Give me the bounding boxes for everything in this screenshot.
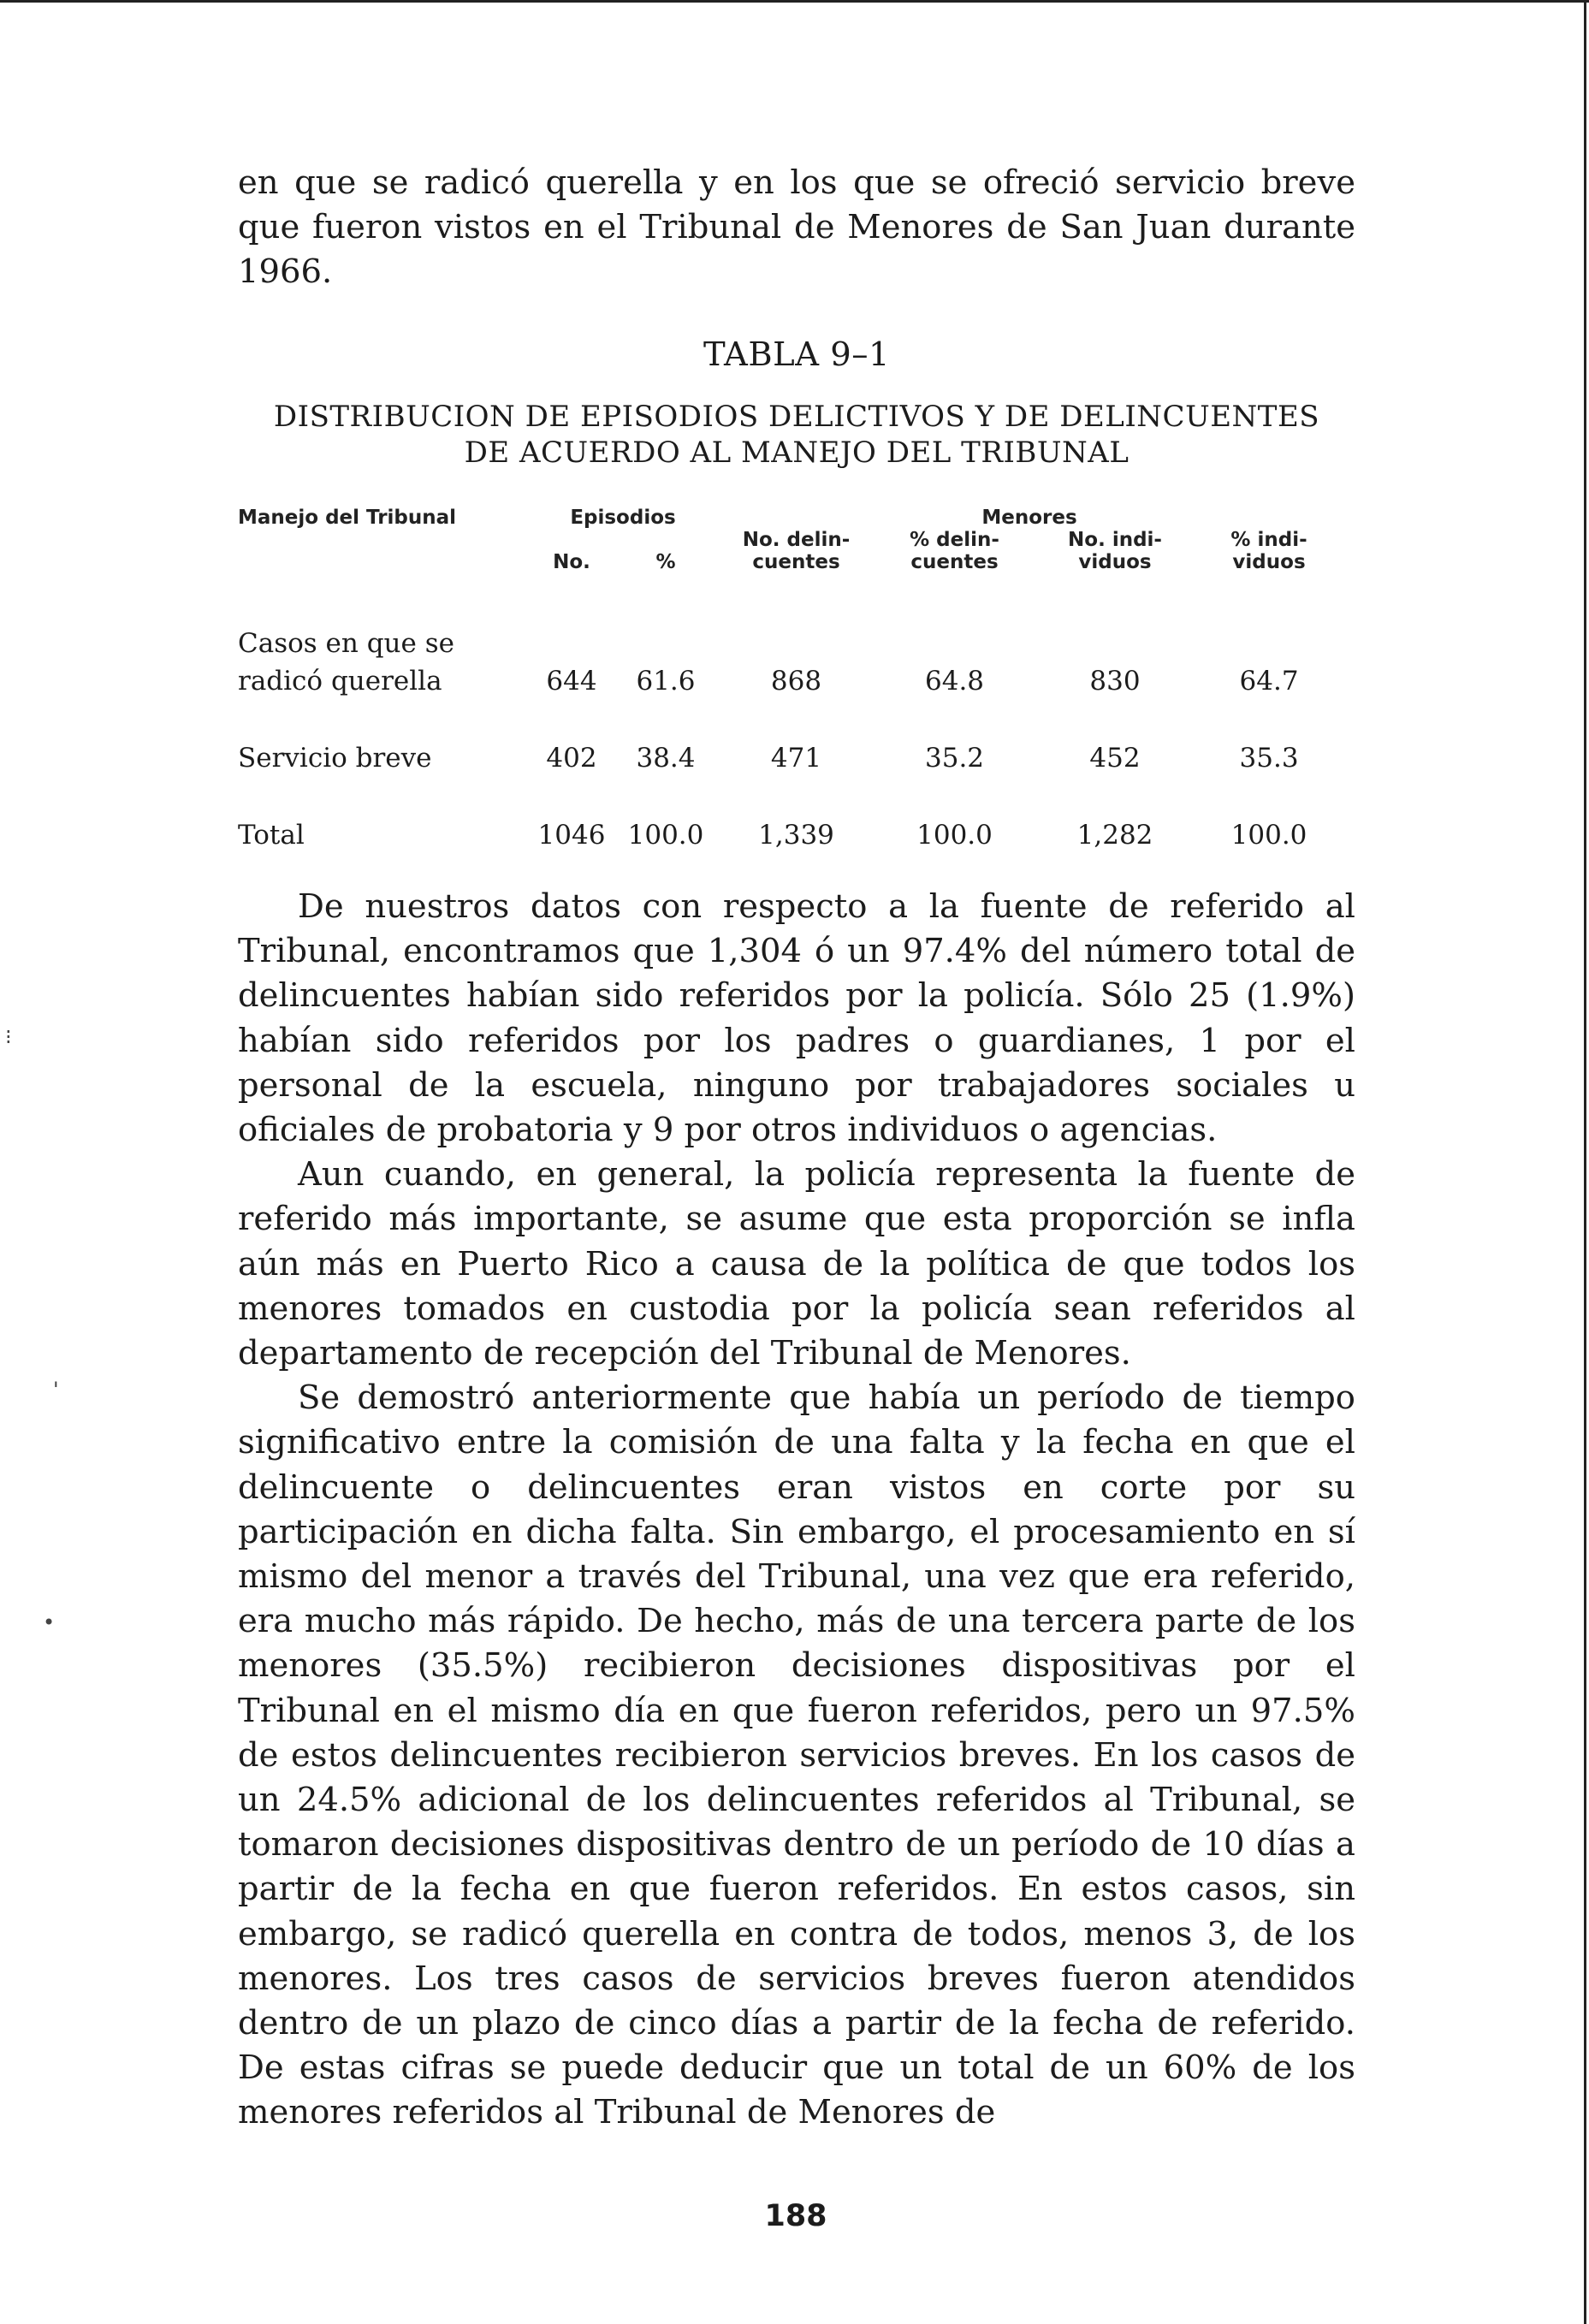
cell-pct-indi: 35.3 — [1239, 743, 1299, 774]
table-title-line2: DE ACUERDO AL MANEJO DEL TRIBUNAL — [464, 436, 1129, 470]
table-row — [238, 662, 1342, 700]
row-label-line1: Casos en que se — [238, 628, 454, 659]
cell-pct: 61.6 — [636, 666, 696, 697]
body-text — [238, 885, 1355, 2136]
body-paragraph-3: Se demostró anteriormente que había un período de tiempo significativo entre la comisión de una falta y la fecha en que el delincuente o delincuentes eran vistos en corte por su participación en dicha falta. Sin embargo, el procesamiento en sí mismo del menor a través del Tribunal, una vez que era referido, era mucho más rápido. De hecho, más de una tercera parte de los menores (35.5%) recibieron decisiones dispositivas por el Tribunal en el mismo día en que fueron referidos, pero un 97.5% de estos delincuentes recibieron servicios breves. En los casos de un 24.5% adicional de los delincuentes referidos al Tribunal, se tomaron decisiones dispositivas dentro de un período de 10 días a partir de la fecha en que fueron referidos. En estos casos, sin embargo, se radicó querella en contra de todos, menos 3, de los menores. Los tres casos de servicios breves fueron atendidos dentro de un plazo de cinco días a partir de la fecha de referido. De estas cifras se puede deducir que un total de un 60% de los menores referidos al Tribunal de Menores de — [238, 1378, 1355, 2132]
data-table — [238, 507, 1342, 854]
header-no-indi-1: No. indi- — [1068, 529, 1162, 551]
cell-pct-delin: 64.8 — [925, 666, 985, 697]
header-sub-row1 — [238, 529, 1342, 551]
table-row — [238, 739, 1342, 777]
header-no-delin-2: cuentes — [752, 551, 840, 573]
body-paragraph-2: Aun cuando, en general, la policía representa la fuente de referido más importante, se asume que esta proporción se infla aún más en Puerto Rico a causa de la política de que todos los menores tomados en custodia por la policía sean referidos al departamento de recepción del Tribunal de Menores. — [238, 1155, 1355, 1373]
cell-delin: 1,339 — [758, 820, 834, 851]
header-no-indi-2: viduos — [1078, 551, 1152, 573]
cell-delin: 471 — [770, 743, 822, 774]
header-group-row — [238, 507, 1342, 529]
header-no-delin-1: No. delin- — [742, 529, 851, 551]
margin-mark: ' — [53, 1378, 59, 1402]
cell-indi: 1,282 — [1076, 820, 1153, 851]
row-label: radicó querella — [238, 666, 442, 697]
cell-indi: 830 — [1089, 666, 1141, 697]
header-sub-row2 — [238, 551, 1342, 573]
header-pct-delin-1: % delin- — [910, 529, 999, 551]
cell-delin: 868 — [770, 666, 822, 697]
cell-no: 644 — [546, 666, 597, 697]
cell-indi: 452 — [1089, 743, 1141, 774]
header-manejo: Manejo del Tribunal — [238, 507, 457, 529]
row-label: Servicio breve — [238, 743, 432, 774]
header-pct-delin-2: cuentes — [910, 551, 999, 573]
page-number: 188 — [764, 2199, 827, 2233]
top-border-line — [0, 0, 1589, 3]
header-menores: Menores — [981, 507, 1077, 529]
intro-paragraph: en que se radicó querella y en los que se ofreció servicio breve que fueron vistos en el Tribunal de Menores de San Juan durante 1966. — [238, 163, 1355, 292]
body-paragraph-1: De nuestros datos con respecto a la fuente de referido al Tribunal, encontramos que 1,304 ó un 97.4% del número total de delincuentes habían sido referidos por la policía. Sólo 25 (1.9%) habían sido referidos por los padres o guardianes, 1 por el personal de la escuela, ninguno por trabajadores sociales u oficiales de probatoria y 9 por otros individuos o agencias. — [238, 887, 1355, 1150]
table-row — [238, 625, 1342, 662]
header-episodios: Episodios — [570, 507, 676, 529]
margin-mark: ⁝ — [5, 1025, 12, 1049]
cell-pct-delin: 100.0 — [916, 820, 993, 851]
header-pct: % — [655, 551, 676, 573]
cell-no: 1046 — [537, 820, 606, 851]
cell-pct: 100.0 — [627, 820, 704, 851]
header-pct-indi-2: viduos — [1232, 551, 1306, 573]
header-no: No. — [553, 551, 590, 573]
margin-mark: • — [43, 1610, 56, 1634]
cell-pct-indi: 64.7 — [1239, 666, 1299, 697]
intro-block — [238, 161, 1355, 295]
table-row — [238, 816, 1342, 854]
header-pct-indi-1: % indi- — [1230, 529, 1307, 551]
cell-no: 402 — [546, 743, 597, 774]
table-title-line1: DISTRIBUCION DE EPISODIOS DELICTIVOS Y DE DELINCUENTES — [273, 400, 1320, 434]
cell-pct: 38.4 — [636, 743, 696, 774]
table-number: TABLA 9–1 — [703, 335, 891, 374]
table-title — [238, 399, 1355, 471]
table-caption — [238, 335, 1355, 374]
row-label: Total — [238, 820, 305, 851]
right-border-line — [1584, 0, 1586, 2324]
cell-pct-indi: 100.0 — [1230, 820, 1307, 851]
cell-pct-delin: 35.2 — [925, 743, 985, 774]
